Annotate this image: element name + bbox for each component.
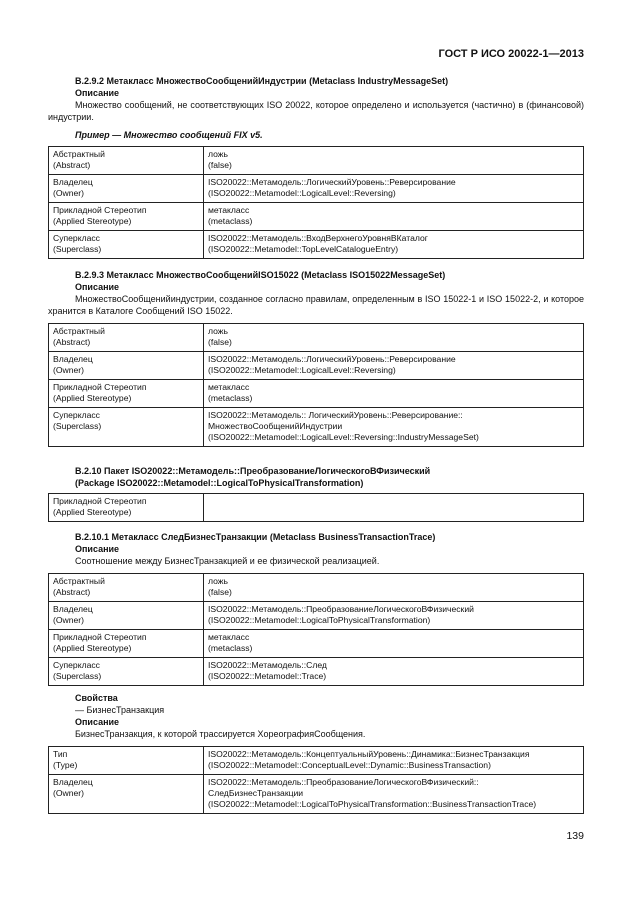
property-key-cell bbox=[49, 324, 204, 352]
section-package-transformation bbox=[48, 465, 584, 522]
property-key-cell bbox=[49, 380, 204, 408]
properties-table bbox=[48, 493, 584, 522]
property-key-english: (Applied Stereotype) bbox=[53, 507, 132, 517]
properties-label: Свойства bbox=[75, 693, 118, 703]
property-key-cell bbox=[49, 658, 204, 686]
property-value-line: (ISO20022::Metamodel::LogicalToPhysicalTransformation) bbox=[208, 615, 431, 625]
property-key: Абстрактный bbox=[53, 326, 105, 336]
property-key: Прикладной Стереотип bbox=[53, 205, 147, 215]
property-key: Абстрактный bbox=[53, 149, 105, 159]
section-heading: В.2.9.3 Метакласс МножествоСообщенийISO15022 (Metaclass ISO15022MessageSet) bbox=[75, 270, 446, 280]
description-label: Описание bbox=[75, 282, 120, 292]
table-row bbox=[49, 494, 584, 522]
property-value-line: (ISO20022::Metamodel::Trace) bbox=[208, 671, 327, 681]
property-value-cell bbox=[204, 574, 584, 602]
property-value-cell bbox=[204, 324, 584, 352]
description-label: Описание bbox=[75, 88, 120, 98]
property-value-line: ISO20022::Метамодель::ЛогическийУровень::Реверсирование bbox=[208, 354, 456, 364]
property-value-line: (metaclass) bbox=[208, 643, 253, 653]
property-key-english: (Superclass) bbox=[53, 244, 102, 254]
description-text: Соотношение между БизнесТранзакцией и ее физической реализацией. bbox=[75, 556, 380, 566]
property-key-cell bbox=[49, 231, 204, 259]
property-key: Прикладной Стереотип bbox=[53, 496, 147, 506]
property-key-cell bbox=[49, 775, 204, 814]
property-value-line: (metaclass) bbox=[208, 393, 253, 403]
property-key-english: (Abstract) bbox=[53, 337, 91, 347]
property-key: Владелец bbox=[53, 177, 93, 187]
package-heading-1: В.2.10 Пакет ISO20022::Метамодель::ПреобразованиеЛогическогоВФизический bbox=[75, 466, 431, 476]
property-key: Владелец bbox=[53, 354, 93, 364]
description-label: Описание bbox=[75, 717, 120, 727]
property-value-line: (ISO20022::Metamodel::LogicalLevel::Reversing::IndustryMessageSet) bbox=[208, 432, 479, 442]
property-value-cell bbox=[204, 747, 584, 775]
property-value-cell bbox=[204, 630, 584, 658]
table-row bbox=[49, 352, 584, 380]
property-value-line: (false) bbox=[208, 337, 232, 347]
property-key-english: (Owner) bbox=[53, 788, 85, 798]
table-row bbox=[49, 602, 584, 630]
property-key-english: (Owner) bbox=[53, 188, 85, 198]
table-row bbox=[49, 630, 584, 658]
property-value-line: (ISO20022::Metamodel::LogicalLevel::Reversing) bbox=[208, 365, 396, 375]
property-key-cell bbox=[49, 408, 204, 447]
property-value-line bbox=[208, 496, 579, 507]
property-value-line: ISO20022::Метамодель::ПреобразованиеЛогическогоВФизический:: bbox=[208, 777, 479, 787]
table-row bbox=[49, 658, 584, 686]
property-key-english: (Superclass) bbox=[53, 421, 102, 431]
property-value-cell bbox=[204, 380, 584, 408]
table-row bbox=[49, 747, 584, 775]
property-key: Владелец bbox=[53, 777, 93, 787]
description-text: БизнесТранзакция, к которой трассируется ХореографияСообщения. bbox=[75, 729, 366, 739]
properties-table bbox=[48, 323, 584, 447]
example-text: Пример — Множество сообщений FIX v5. bbox=[75, 130, 263, 140]
property-key: Абстрактный bbox=[53, 576, 105, 586]
property-value-cell bbox=[204, 408, 584, 447]
property-value-line: (ISO20022::Metamodel::LogicalLevel::Reversing) bbox=[208, 188, 396, 198]
property-value-cell bbox=[204, 147, 584, 175]
property-value-line: ISO20022::Метамодель::След bbox=[208, 660, 327, 670]
document-header: ГОСТ Р ИСО 20022-1—2013 bbox=[438, 48, 584, 60]
property-key: Суперкласс bbox=[53, 660, 100, 670]
property-value-line: метакласс bbox=[208, 205, 250, 215]
package-heading-2: (Package ISO20022::Metamodel::LogicalToPhysicalTransformation) bbox=[75, 478, 364, 488]
property-key-cell bbox=[49, 574, 204, 602]
property-key-english: (Abstract) bbox=[53, 587, 91, 597]
property-key: Суперкласс bbox=[53, 410, 100, 420]
property-key-cell bbox=[49, 147, 204, 175]
property-value-line: (ISO20022::Metamodel::ConceptualLevel::Dynamic::BusinessTransaction) bbox=[208, 760, 491, 770]
property-value-cell bbox=[204, 658, 584, 686]
property-key-cell bbox=[49, 175, 204, 203]
property-key-english: (Applied Stereotype) bbox=[53, 393, 132, 403]
section-industry-message-set bbox=[48, 75, 584, 259]
property-value-line: ISO20022::Метамодель::ВходВерхнегоУровняВКаталог bbox=[208, 233, 428, 243]
property-key-cell bbox=[49, 352, 204, 380]
property-value-line: ложь bbox=[208, 326, 229, 336]
table-row bbox=[49, 408, 584, 447]
property-value-cell bbox=[204, 203, 584, 231]
property-value-line: ISO20022::Метамодель::ПреобразованиеЛогическогоВФизический bbox=[208, 604, 474, 614]
property-key-cell bbox=[49, 602, 204, 630]
property-key: Прикладной Стереотип bbox=[53, 382, 147, 392]
section-business-transaction-trace bbox=[48, 531, 584, 686]
property-value-cell bbox=[204, 231, 584, 259]
property-key: Тип bbox=[53, 749, 68, 759]
property-key-cell bbox=[49, 494, 204, 522]
property-value-line: МножествоСообщенийИндустрии bbox=[208, 421, 343, 431]
property-value-cell bbox=[204, 602, 584, 630]
property-key-english: (Applied Stereotype) bbox=[53, 216, 132, 226]
property-value-cell bbox=[204, 175, 584, 203]
property-key-cell bbox=[49, 203, 204, 231]
property-item: — БизнесТранзакция bbox=[75, 705, 165, 715]
property-value-line: ISO20022::Метамодель:: ЛогическийУровень::Реверсирование:: bbox=[208, 410, 463, 420]
property-key-cell bbox=[49, 747, 204, 775]
table-row bbox=[49, 203, 584, 231]
property-key-cell bbox=[49, 630, 204, 658]
property-value-line: (ISO20022::Metamodel::LogicalToPhysicalTransformation::BusinessTransactionTrace) bbox=[208, 799, 537, 809]
property-value-line: (ISO20022::Metamodel::TopLevelCatalogueEntry) bbox=[208, 244, 399, 254]
property-key-english: (Type) bbox=[53, 760, 78, 770]
table-row bbox=[49, 147, 584, 175]
property-key-english: (Owner) bbox=[53, 615, 85, 625]
property-value-line: ISO20022::Метамодель::ЛогическийУровень::Реверсирование bbox=[208, 177, 456, 187]
section-properties bbox=[48, 692, 584, 814]
section-heading: В.2.9.2 Метакласс МножествоСообщенийИндустрии (Metaclass IndustryMessageSet) bbox=[75, 76, 449, 86]
table-row bbox=[49, 775, 584, 814]
section-heading: В.2.10.1 Метакласс СледБизнесТранзакции (Metaclass BusinessTransactionTrace) bbox=[75, 532, 436, 542]
property-value-cell bbox=[204, 494, 584, 522]
properties-table bbox=[48, 146, 584, 259]
property-value-line: (metaclass) bbox=[208, 216, 253, 226]
description-text: Множество сообщений, не соответствующих ISO 20022, которое определено и используется (частично) в (финансовой) индустрии. bbox=[48, 100, 584, 122]
table-row bbox=[49, 231, 584, 259]
table-row bbox=[49, 380, 584, 408]
table-row bbox=[49, 574, 584, 602]
property-value-cell bbox=[204, 775, 584, 814]
property-key: Прикладной Стереотип bbox=[53, 632, 147, 642]
page-number: 139 bbox=[566, 830, 584, 842]
property-key-english: (Superclass) bbox=[53, 671, 102, 681]
property-value-line: метакласс bbox=[208, 382, 250, 392]
property-value-line: СледБизнесТранзакции bbox=[208, 788, 304, 798]
table-row bbox=[49, 175, 584, 203]
property-key-english: (Abstract) bbox=[53, 160, 91, 170]
property-value-line: ISO20022::Метамодель::КонцептуальныйУровень::Динамика::БизнесТранзакция bbox=[208, 749, 530, 759]
property-value-line: ложь bbox=[208, 576, 229, 586]
property-value-line: (false) bbox=[208, 587, 232, 597]
properties-table bbox=[48, 746, 584, 814]
property-value-line: (false) bbox=[208, 160, 232, 170]
table-row bbox=[49, 324, 584, 352]
property-key-english: (Applied Stereotype) bbox=[53, 643, 132, 653]
property-key: Суперкласс bbox=[53, 233, 100, 243]
property-key: Владелец bbox=[53, 604, 93, 614]
property-key-english: (Owner) bbox=[53, 365, 85, 375]
description-label: Описание bbox=[75, 544, 120, 554]
section-iso15022-message-set bbox=[48, 269, 584, 447]
property-value-cell bbox=[204, 352, 584, 380]
property-value-line: метакласс bbox=[208, 632, 250, 642]
properties-table bbox=[48, 573, 584, 686]
description-text: МножествоСообщенийиндустрии, созданное согласно правилам, определенным в ISO 15022-1 и ISO 15022-2, и которое хранится в Каталоге Сообщений ISO 15022. bbox=[48, 294, 584, 316]
property-value-line: ложь bbox=[208, 149, 229, 159]
